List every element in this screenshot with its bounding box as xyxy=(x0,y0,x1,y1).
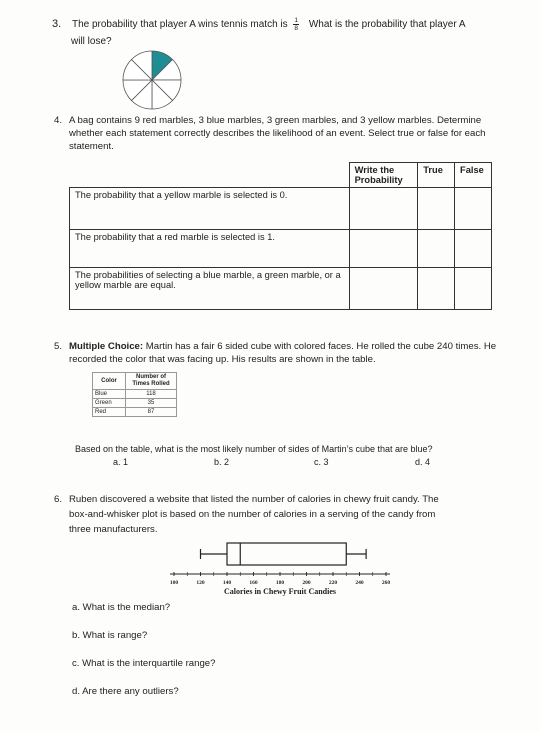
tick-label: 220 xyxy=(328,580,338,586)
table-row xyxy=(93,390,177,399)
true-cell[interactable] xyxy=(418,230,455,268)
choice-d[interactable]: d. 4 xyxy=(415,457,431,467)
statement-cell: The probability that a yellow marble is selected is 0. xyxy=(70,188,350,230)
part-b: b. What is range? xyxy=(72,630,148,641)
probability-table xyxy=(69,162,492,310)
table-header-row xyxy=(93,373,177,390)
part-d: d. Are there any outliers? xyxy=(72,686,179,697)
fraction-denominator: 8 xyxy=(294,25,299,32)
table-row xyxy=(70,188,492,230)
question-3 xyxy=(52,17,466,32)
write-probability-cell[interactable] xyxy=(349,268,418,310)
question-5-prompt: Based on the table, what is the most likely number of sides of Martin’s cube that are blue? xyxy=(75,444,433,454)
true-cell[interactable] xyxy=(418,268,455,310)
interquartile-box xyxy=(227,543,346,565)
tick-label: 180 xyxy=(275,580,285,586)
count-cell: 35 xyxy=(126,399,177,408)
tick-label: 120 xyxy=(196,580,205,586)
question-4-number: 4. xyxy=(54,115,63,126)
table-header-row xyxy=(70,163,492,188)
count-cell: 87 xyxy=(126,408,177,417)
question-3-number: 3. xyxy=(52,18,62,31)
table-row xyxy=(93,399,177,408)
true-cell[interactable] xyxy=(418,188,455,230)
color-rolls-table xyxy=(92,372,177,417)
part-a: a. What is the median? xyxy=(72,602,171,613)
table-header-times-rolled: Number of Times Rolled xyxy=(126,373,177,390)
question-4-line1: A bag contains 9 red marbles, 3 blue marbles, 3 green marbles, and 3 yellow marbles. Determine xyxy=(69,115,482,126)
question-3-text-cont: What is the probability that player A xyxy=(308,19,466,31)
fraction-numerator: 1 xyxy=(294,17,299,24)
box-whisker-plot xyxy=(160,540,400,602)
spinner-circle xyxy=(121,49,183,111)
table-header-true: True xyxy=(418,163,455,188)
tick-label: 140 xyxy=(222,580,232,586)
tick-label: 240 xyxy=(355,580,364,586)
tick-label: 260 xyxy=(381,580,391,586)
table-header-false: False xyxy=(455,163,492,188)
question-3-text: The probability that player A wins tennis match is xyxy=(71,19,288,31)
choice-c[interactable]: c. 3 xyxy=(314,457,329,467)
part-c: c. What is the interquartile range? xyxy=(72,658,216,669)
question-6-line3: three manufacturers. xyxy=(69,524,158,535)
color-cell: Blue xyxy=(93,390,126,399)
table-row xyxy=(70,230,492,268)
question-4-line3: statement. xyxy=(69,141,114,152)
choice-a[interactable]: a. 1 xyxy=(113,457,129,467)
statement-cell: The probabilities of selecting a blue marble, a green marble, or a yellow marble are equal. xyxy=(70,268,350,310)
false-cell[interactable] xyxy=(455,230,492,268)
fraction-one-eighth xyxy=(293,17,299,32)
statement-cell: The probability that a red marble is selected is 1. xyxy=(70,230,350,268)
color-cell: Green xyxy=(93,399,126,408)
question-5-line2: recorded the color that was facing up. His results are shown in the table. xyxy=(69,354,376,365)
multiple-choice-label: Multiple Choice: xyxy=(69,341,144,352)
tick-label: 200 xyxy=(302,580,311,586)
write-probability-cell[interactable] xyxy=(349,230,418,268)
question-5-line1 xyxy=(69,341,496,352)
table-header-color: Color xyxy=(93,373,126,390)
plot-title: Calories in Chewy Fruit Candies xyxy=(224,587,336,596)
tick-label: 100 xyxy=(169,580,179,586)
question-5-number: 5. xyxy=(54,341,63,352)
tick-label: 160 xyxy=(249,580,258,586)
table-header-write-probability: Write the Probability xyxy=(349,163,418,188)
write-probability-cell[interactable] xyxy=(349,188,418,230)
question-5-text: Martin has a fair 6 sided cube with colored faces. He rolled the cube 240 times. He xyxy=(143,341,497,352)
choice-b[interactable]: b. 2 xyxy=(214,457,230,467)
question-4-line2: whether each statement correctly describes the likelihood of an event. Select true or false for each xyxy=(69,128,486,139)
color-cell: Red xyxy=(93,408,126,417)
table-row xyxy=(70,268,492,310)
false-cell[interactable] xyxy=(455,188,492,230)
question-6-line2: box-and-whisker plot is based on the number of calories in a serving of the candy from xyxy=(69,509,436,520)
false-cell[interactable] xyxy=(455,268,492,310)
table-header-statement xyxy=(70,163,350,188)
question-3-line2: will lose? xyxy=(71,36,112,47)
table-row xyxy=(93,408,177,417)
question-6-line1: Ruben discovered a website that listed the number of calories in chewy fruit candy. The xyxy=(69,494,439,505)
question-6-number: 6. xyxy=(54,494,63,505)
count-cell: 118 xyxy=(126,390,177,399)
